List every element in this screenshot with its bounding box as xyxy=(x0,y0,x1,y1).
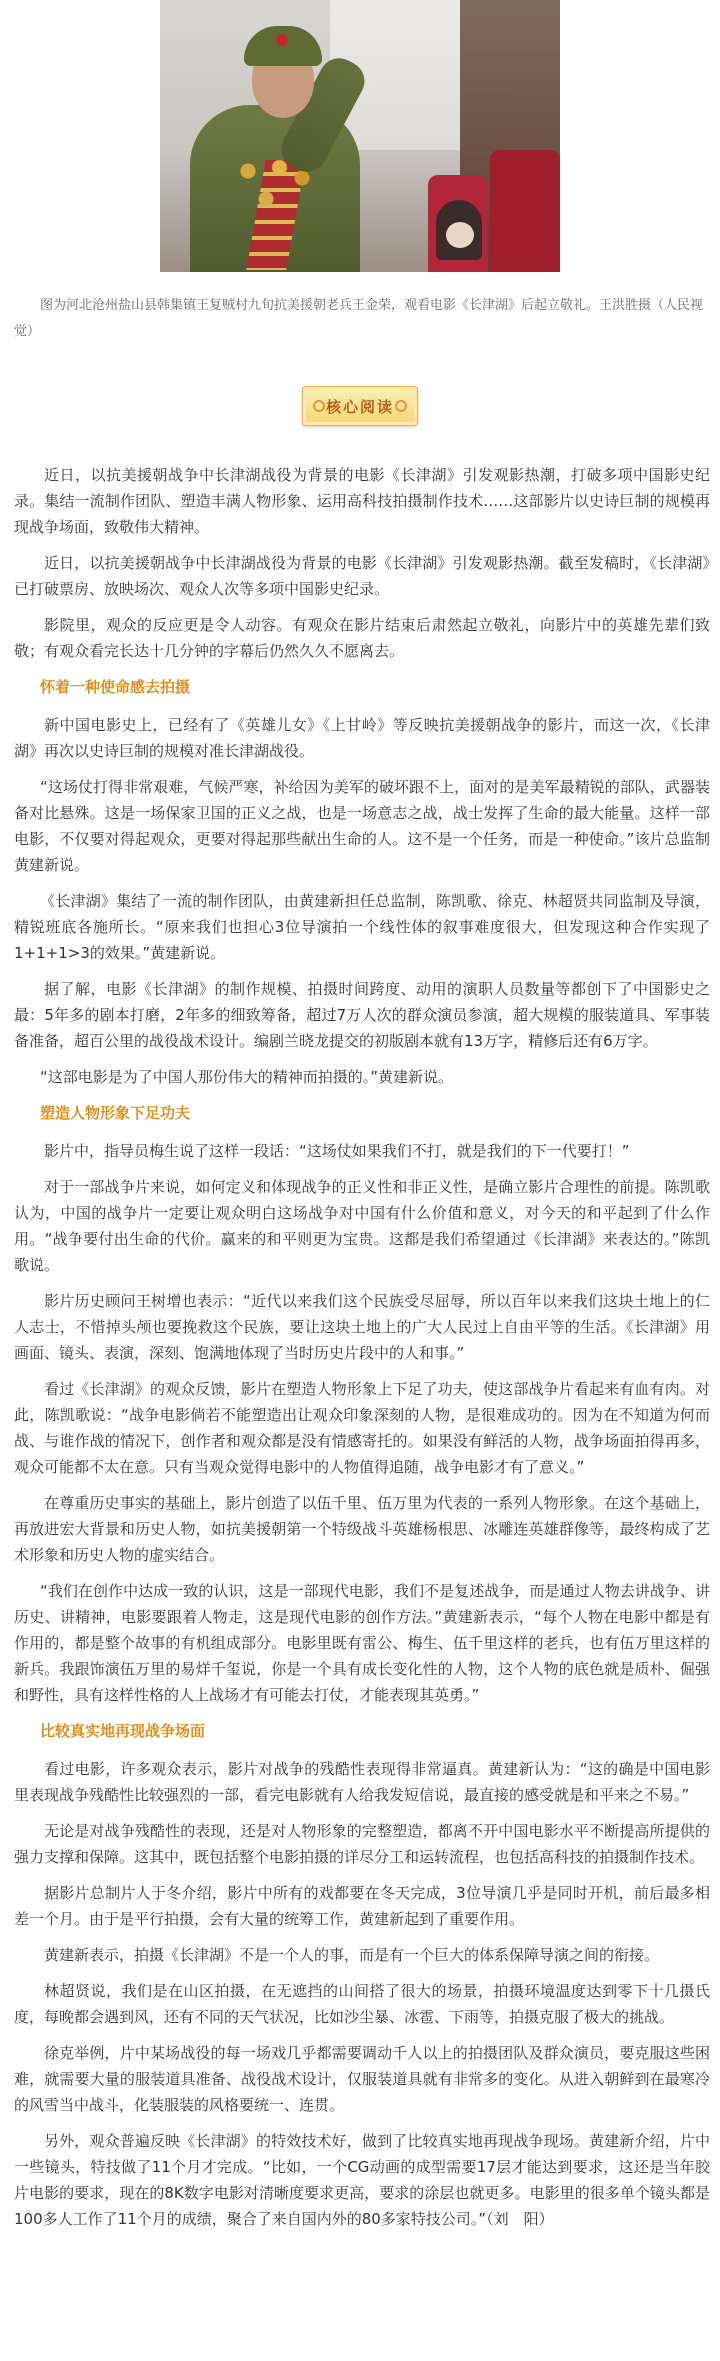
paragraph: 影院里，观众的反应更是令人动容。有观众在影片结束后肃然起立敬礼，向影片中的英雄先辈们致敬；有观众看完长达十几分钟的字幕后仍然久久不愿离去。 xyxy=(14,616,710,660)
veteran-salute-photo xyxy=(160,0,560,272)
paragraph: 徐克举例，片中某场战役的每一场戏几乎都需要调动千人以上的拍摄团队及群众演员，要克服这些困难，就需要大量的服装道具准备、战役战术设计，仅服装道具就有非常多的变化。从进入朝鲜到在最寒冷的风雪当中战斗，化装服装的风格要统一、连贯。 xyxy=(14,2044,710,2114)
section-heading: 比较真实地再现战争场面 xyxy=(40,1722,206,1740)
paragraph: 近日，以抗美援朝战争中长津湖战役为背景的电影《长津湖》引发观影热潮，打破多项中国影史纪录。集结一流制作团队、塑造丰满人物形象、运用高科技拍摄制作技术……这部影片以史诗巨制的规模再现战争场面，致敬伟大精神。 xyxy=(14,466,710,536)
paragraph: 另外，观众普遍反映《长津湖》的特效技术好，做到了比较真实地再现战争现场。黄建新介绍，片中一些镜头，特技做了11个月才完成。“比如，一个CG动画的成型需要17层才能达到要求，这还是当年胶片电影的要求，现在的8K数字电影对清晰度要求更高，要求的涂层也就更多。电影里的很多单个镜头都是100多人工作了11个月的成绩，聚合了来自国内外的80多家特技公司。”（刘 阳） xyxy=(14,2132,710,2228)
paragraph: 看过《长津湖》的观众反馈，影片在塑造人物形象上下足了功夫，使这部战争片看起来有血有肉。对此，陈凯歌说：“战争电影倘若不能塑造出让观众印象深刻的人物，是很难成功的。因为在不知道为何而战、与谁作战的情况下，创作者和观众都是没有情感寄托的。如果没有鲜活的人物，战争场面拍得再多，观众可能都不太在意。只有当观众觉得电影中的人物值得追随，战争电影才有了意义。” xyxy=(14,1380,710,1476)
paragraph: 《长津湖》集结了一流的制作团队，由黄建新担任总监制，陈凯歌、徐克、林超贤共同监制及导演，精锐班底各施所长。“原来我们也担心3位导演拍一个线性体的叙事难度很大，但发现这种合作实现了1+1+1>3的效果。”黄建新说。 xyxy=(14,892,710,962)
paragraph: 林超贤说，我们是在山区拍摄，在无遮挡的山间搭了很大的场景，拍摄环境温度达到零下十几摄氏度，每晚都会遇到风，还有不同的天气状况，比如沙尘暴、冰雹、下雨等，拍摄克服了极大的挑战。 xyxy=(14,1982,710,2026)
paragraph: 影片中，指导员梅生说了这样一段话：“这场仗如果我们不打，就是我们的下一代要打！” xyxy=(44,1142,630,1160)
paragraph: 在尊重历史事实的基础上，影片创造了以伍千里、伍万里为代表的一系列人物形象。在这个基础上，再放进宏大背景和历史人物，如抗美援朝第一个特级战斗英雄杨根思、冰雕连英雄群像等，最终构成了艺术形象和历史人物的虚实结合。 xyxy=(14,1494,710,1564)
red-star-icon xyxy=(276,34,288,46)
paragraph: 近日，以抗美援朝战争中长津湖战役为背景的电影《长津湖》引发观影热潮。截至发稿时，《长津湖》已打破票房、放映场次、观众人次等多项中国影史纪录。 xyxy=(14,554,710,598)
paragraph: 据影片总制片人于冬介绍，影片中所有的戏都要在冬天完成，3位导演几乎是同时开机，前后最多相差一个月。由于是平行拍摄，会有大量的统筹工作，黄建新起到了重要作用。 xyxy=(14,1884,710,1928)
paragraph: 新中国电影史上，已经有了《英雄儿女》《上甘岭》等反映抗美援朝战争的影片，而这一次，《长津湖》再次以史诗巨制的规模对准长津湖战役。 xyxy=(14,716,710,760)
paragraph: 黄建新表示，拍摄《长津湖》不是一个人的事，而是有一个巨大的体系保障导演之间的衔接。 xyxy=(44,1946,660,1964)
photo-caption: 图为河北沧州盐山县韩集镇王复贼村九旬抗美援朝老兵王金荣，观看电影《长津湖》后起立敬礼。王洪胜摄（人民视觉） xyxy=(14,298,704,339)
paragraph: 看过电影，许多观众表示，影片对战争的残酷性表现得非常逼真。黄建新认为：“这的确是中国电影里表现战争残酷性比较强烈的一部，看完电影就有人给我发短信说，最直接的感受就是和平来之不易。” xyxy=(14,1760,710,1804)
paragraph: 对于一部战争片来说，如何定义和体现战争的正义性和非正义性，是确立影片合理性的前提。陈凯歌认为，中国的战争片一定要让观众明白这场战争对中国有什么价值和意义，对今天的和平起到了什么作用。“战争要付出生命的代价。赢来的和平则更为宝贵。这都是我们希望通过《长津湖》来表达的。”陈凯歌说。 xyxy=(14,1178,710,1274)
paragraph: “我们在创作中达成一致的认识，这是一部现代电影，我们不是复述战争，而是通过人物去讲战争、讲历史、讲精神，电影要跟着人物走，这是现代电影的创作方法。”黄建新表示，“每个人物在电影中都是有作用的，都是整个故事的有机组成部分。电影里既有雷公、梅生、伍千里这样的老兵，也有伍万里这样的新兵。我跟饰演伍万里的易烊千玺说，你是一个具有成长变化性的人物，这个人物的底色就是质朴、倔强和野性，具有这样性格的人上战场才有可能去打仗，才能表现其英勇。” xyxy=(14,1582,710,1704)
cinema-seat xyxy=(490,150,560,272)
paragraph: “这部电影是为了中国人那份伟大的精神而拍摄的。”黄建新说。 xyxy=(40,1068,454,1086)
audience-face xyxy=(446,222,474,248)
article-body xyxy=(14,462,710,2232)
section-heading: 塑造人物形象下足功夫 xyxy=(40,1104,191,1122)
paragraph: 无论是对战争残酷性的表现，还是对人物形象的完整塑造，都离不开中国电影水平不断提高所提供的强力支撑和保障。这其中，既包括整个电影拍摄的详尽分工和运转流程，也包括高科技的拍摄制作技术。 xyxy=(14,1822,710,1866)
military-cap xyxy=(244,26,322,66)
paragraph: 据了解，电影《长津湖》的制作规模、拍摄时间跨度、动用的演职人员数量等都创下了中国影史之最：5年多的剧本打磨，2年多的细致筹备，超过7万人次的群众演员参演，超大规模的服装道具、军事装备准备，超百公里的战役战术设计。编剧兰晓龙提交的初版剧本就有13万字，精修后还有6万字。 xyxy=(14,980,710,1050)
paragraph: “这场仗打得非常艰难，气候严寒，补给因为美军的破坏跟不上，面对的是美军最精锐的部队，武器装备对比悬殊。这是一场保家卫国的正义之战，也是一场意志之战，战士发挥了生命的最大能量。这样一部电影，不仅要对得起观众，更要对得起那些献出生命的人。这不是一个任务，而是一种使命。”该片总监制黄建新说。 xyxy=(14,778,710,874)
paragraph: 影片历史顾问王树增也表示：“近代以来我们这个民族受尽屈辱，所以百年以来我们这块土地上的仁人志士，不惜掉头颅也要挽救这个民族，要让这块土地上的广大人民过上自由平等的生活。《长津湖》用画面、镜头、表演，深刻、饱满地体现了当时历史片段中的人和事。” xyxy=(14,1292,710,1362)
core-reading-badge: 核心阅读 xyxy=(302,386,418,426)
section-heading: 怀着一种使命感去拍摄 xyxy=(40,678,191,696)
